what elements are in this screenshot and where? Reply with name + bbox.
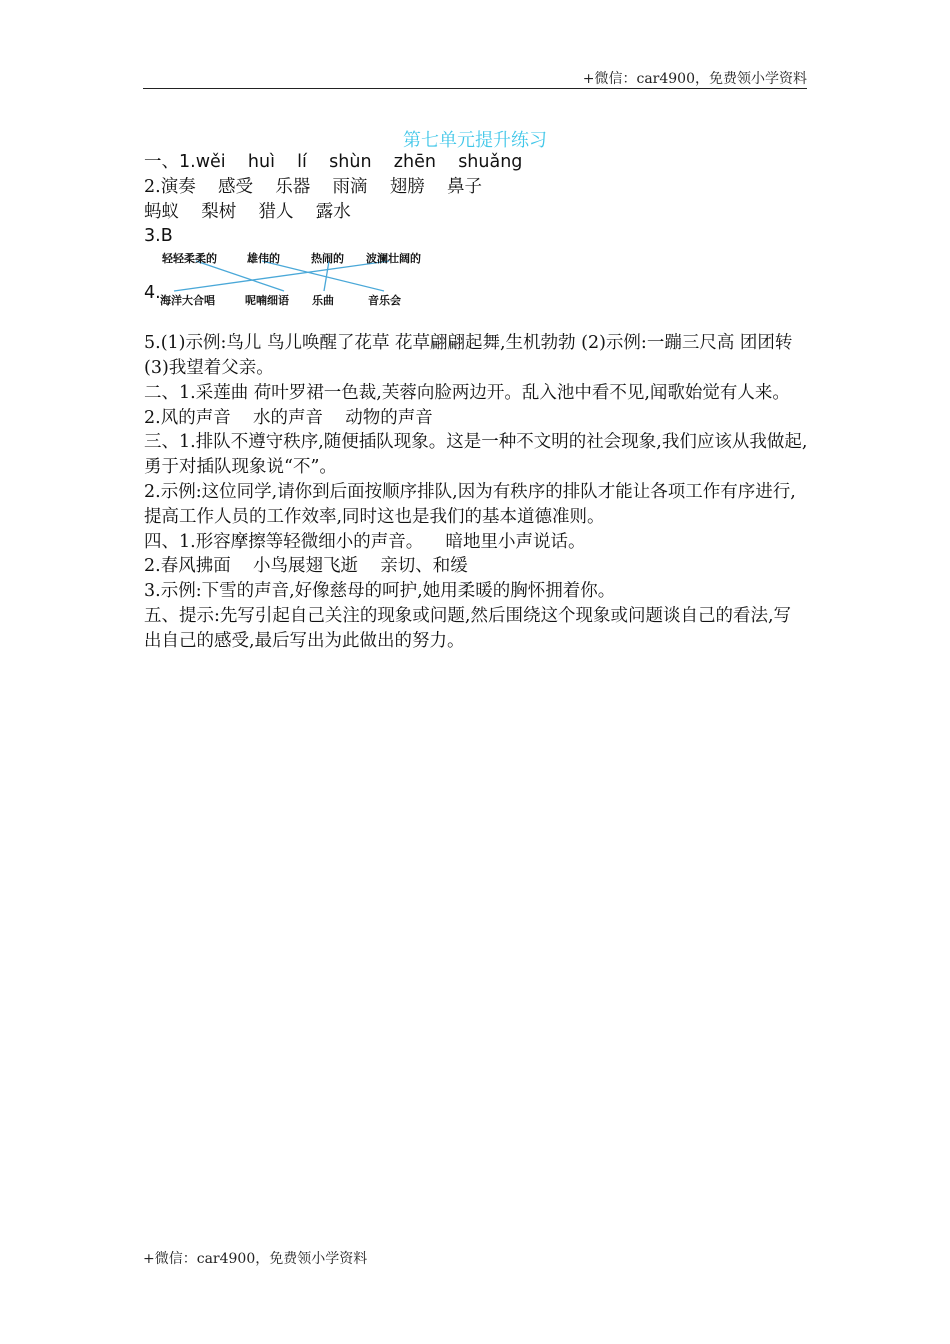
match-bottom-2: 呢喃细语 [245, 294, 289, 308]
footer-text: +微信：car4900，免费领小学资料 [143, 1251, 368, 1267]
s1-q5: 5.(1)示例:鸟儿 鸟儿唤醒了花草 花草翩翩起舞,生机勃勃 (2)示例:一蹦三尺高 团团转 (3)我望着父亲。 [144, 333, 793, 378]
s4-q3: 3.示例:下雪的声音,好像慈母的呵护,她用柔暖的胸怀拥着你。 [144, 581, 616, 602]
match-bottom-1: 海洋大合唱 [160, 294, 215, 308]
s3-q2: 2.示例:这位同学,请你到后面按顺序排队,因为有秩序的排队才能让各项工作有序进行,提高工作人员的工作效率,同时这也是我们的基本道德准则。 [144, 481, 796, 527]
page-title: 第七单元提升练习 [403, 130, 547, 151]
s1-q1: 一、1.wěi huì lí shùn zhēn shuǎng [144, 152, 523, 172]
s1-q2a: 2.演奏 感受 乐器 雨滴 翅膀 鼻子 [144, 176, 482, 197]
header-text: +微信：car4900，免费领小学资料 [582, 71, 807, 87]
s5: 五、提示:先写引起自己关注的现象或问题,然后围绕这个现象或问题谈自己的看法,写出自己的感受,最后写出为此做出的努力。 [144, 605, 792, 651]
match-top-3: 热闹的 [311, 252, 344, 266]
match-bottom-4: 音乐会 [368, 294, 401, 308]
matching-figure [144, 249, 444, 307]
match-top-1: 轻轻柔柔的 [162, 252, 217, 266]
s1-q4-label: 4. [144, 283, 161, 304]
s1-q2b: 蚂蚁 梨树 猎人 露水 [144, 201, 351, 222]
match-top-2: 雄伟的 [247, 252, 280, 266]
s4-q1: 四、1.形容摩擦等轻微细小的声音。 暗地里小声说话。 [144, 531, 586, 552]
s3-q1: 三、1.排队不遵守秩序,随便插队现象。这是一种不文明的社会现象,我们应该从我做起,勇于对插队现象说“不”。 [144, 432, 808, 478]
header-divider [143, 88, 807, 89]
s2-q2: 2.风的声音 水的声音 动物的声音 [144, 407, 433, 428]
spacer [144, 307, 808, 331]
match-bottom-3: 乐曲 [312, 294, 334, 308]
answer-content [144, 150, 808, 654]
s4-q2: 2.春风拂面 小鸟展翅飞逝 亲切、和缓 [144, 556, 468, 577]
s1-q3: 3.B [144, 226, 173, 247]
match-top-4: 波澜壮阔的 [366, 252, 421, 266]
s2-q1: 二、1.采莲曲 荷叶罗裙一色裁,芙蓉向脸两边开。乱入池中看不见,闻歌始觉有人来。 [144, 382, 790, 403]
